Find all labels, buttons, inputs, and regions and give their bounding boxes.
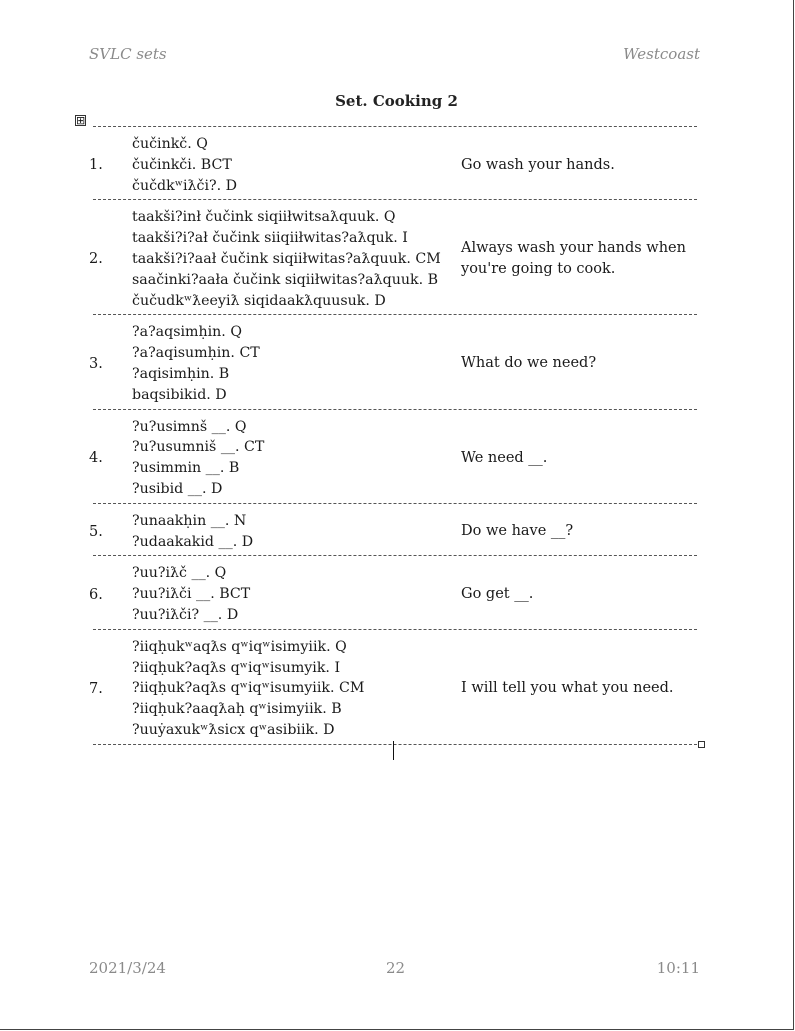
- row-number: 7.: [89, 680, 103, 697]
- dialect-line: ?u?usimnš __. Q: [132, 418, 247, 435]
- table-row: [89, 556, 697, 629]
- dialect-line: ?unaakḥin __. N: [132, 512, 247, 529]
- row-number: 3.: [89, 355, 103, 372]
- english-translation: I will tell you what you need.: [461, 680, 674, 697]
- row-number: 4.: [89, 450, 103, 467]
- table-row: [89, 630, 697, 745]
- english-translation: What do we need?: [461, 355, 597, 372]
- dialect-variants: [132, 563, 461, 625]
- dialect-line: ?a?aqsimḥin. Q: [132, 324, 242, 341]
- dialect-line: taakši?i?ał čučink siiqiiłwitas?aƛquk. I: [132, 230, 408, 247]
- dialect-line: čučdkʷiƛči?. D: [132, 177, 238, 194]
- dialect-line: čučudkʷƛeeyiƛ siqidaakƛquusuk. D: [132, 292, 386, 309]
- dialect-line: ?uuẏaxukʷƛsicx qʷasibiik. D: [132, 721, 335, 738]
- dialect-variants: [132, 417, 461, 500]
- row-number: 1.: [89, 157, 103, 174]
- english-translation: Do we have __?: [461, 523, 574, 540]
- page-title: Set. Cooking 2: [335, 92, 458, 110]
- dialect-variants: [132, 207, 461, 311]
- dialect-line: ?a?aqisumḥin. CT: [132, 345, 260, 362]
- dialect-variants: [132, 511, 461, 553]
- header-left: SVLC sets: [89, 45, 167, 63]
- footer-time: 10:11: [656, 959, 700, 977]
- dialect-line: ?udaakakid __. D: [132, 533, 254, 550]
- dialect-line: ?uu?iƛči __. BCT: [132, 586, 251, 603]
- english-translation: We need __.: [461, 449, 548, 466]
- table-row: [89, 127, 697, 200]
- dialect-line: saačinki?aała čučink siqiiłwitas?aƛquuk. B: [132, 271, 439, 288]
- english-translation: Go get __.: [461, 586, 534, 603]
- dialect-variants: [132, 134, 461, 196]
- dialect-line: ?usimmin __. B: [132, 460, 240, 477]
- dialect-line: baqsibikid. D: [132, 386, 227, 403]
- english-translation: Always wash your hands when you're going to cook.: [461, 240, 686, 278]
- table-row: [89, 410, 697, 504]
- row-number: 6.: [89, 586, 103, 603]
- text-cursor: [393, 741, 394, 760]
- dialect-line: ?iiqḥuk?aqƛs qʷiqʷisumyik. I: [132, 659, 341, 676]
- dialect-line: ?usibid __. D: [132, 480, 223, 497]
- dialect-variants: [132, 637, 461, 741]
- table-row: [89, 315, 697, 409]
- phrase-table: [89, 126, 697, 745]
- dialect-line: taakši?inł čučink siqiiłwitsaƛquuk. Q: [132, 209, 396, 226]
- dialect-line: ?iiqḥuk?aaqƛaḥ qʷisimyiik. B: [132, 701, 342, 718]
- dialect-variants: [132, 322, 461, 405]
- dialect-line: ?uu?iƛč __. Q: [132, 565, 227, 582]
- dialect-line: ?iiqḥukʷaqƛs qʷiqʷisimyiik. Q: [132, 638, 347, 655]
- table-resize-handle[interactable]: [698, 741, 705, 748]
- row-number: 5.: [89, 523, 103, 540]
- dialect-line: taakši?i?aał čučink siqiiłwitas?aƛquuk. CM: [132, 250, 441, 267]
- row-number: 2.: [89, 251, 103, 268]
- table-row: [89, 200, 697, 315]
- table-move-handle-icon[interactable]: ⊞: [76, 114, 86, 127]
- footer-date: 2021/3/24: [89, 959, 166, 977]
- english-translation: Go wash your hands.: [461, 156, 615, 173]
- header-right: Westcoast: [623, 45, 700, 63]
- dialect-line: ?iiqḥuk?aqƛs qʷiqʷisumyiik. CM: [132, 680, 365, 697]
- dialect-line: ?u?usumniš __. CT: [132, 439, 265, 456]
- table-row: [89, 504, 697, 557]
- dialect-line: čučinkč. Q: [132, 136, 208, 152]
- dialect-line: ?aqisimḥin. B: [132, 365, 230, 382]
- dialect-line: ?uu?iƛči? __. D: [132, 606, 239, 623]
- dialect-line: čučinkči. BCT: [132, 156, 232, 173]
- footer-page-number: 22: [386, 959, 406, 977]
